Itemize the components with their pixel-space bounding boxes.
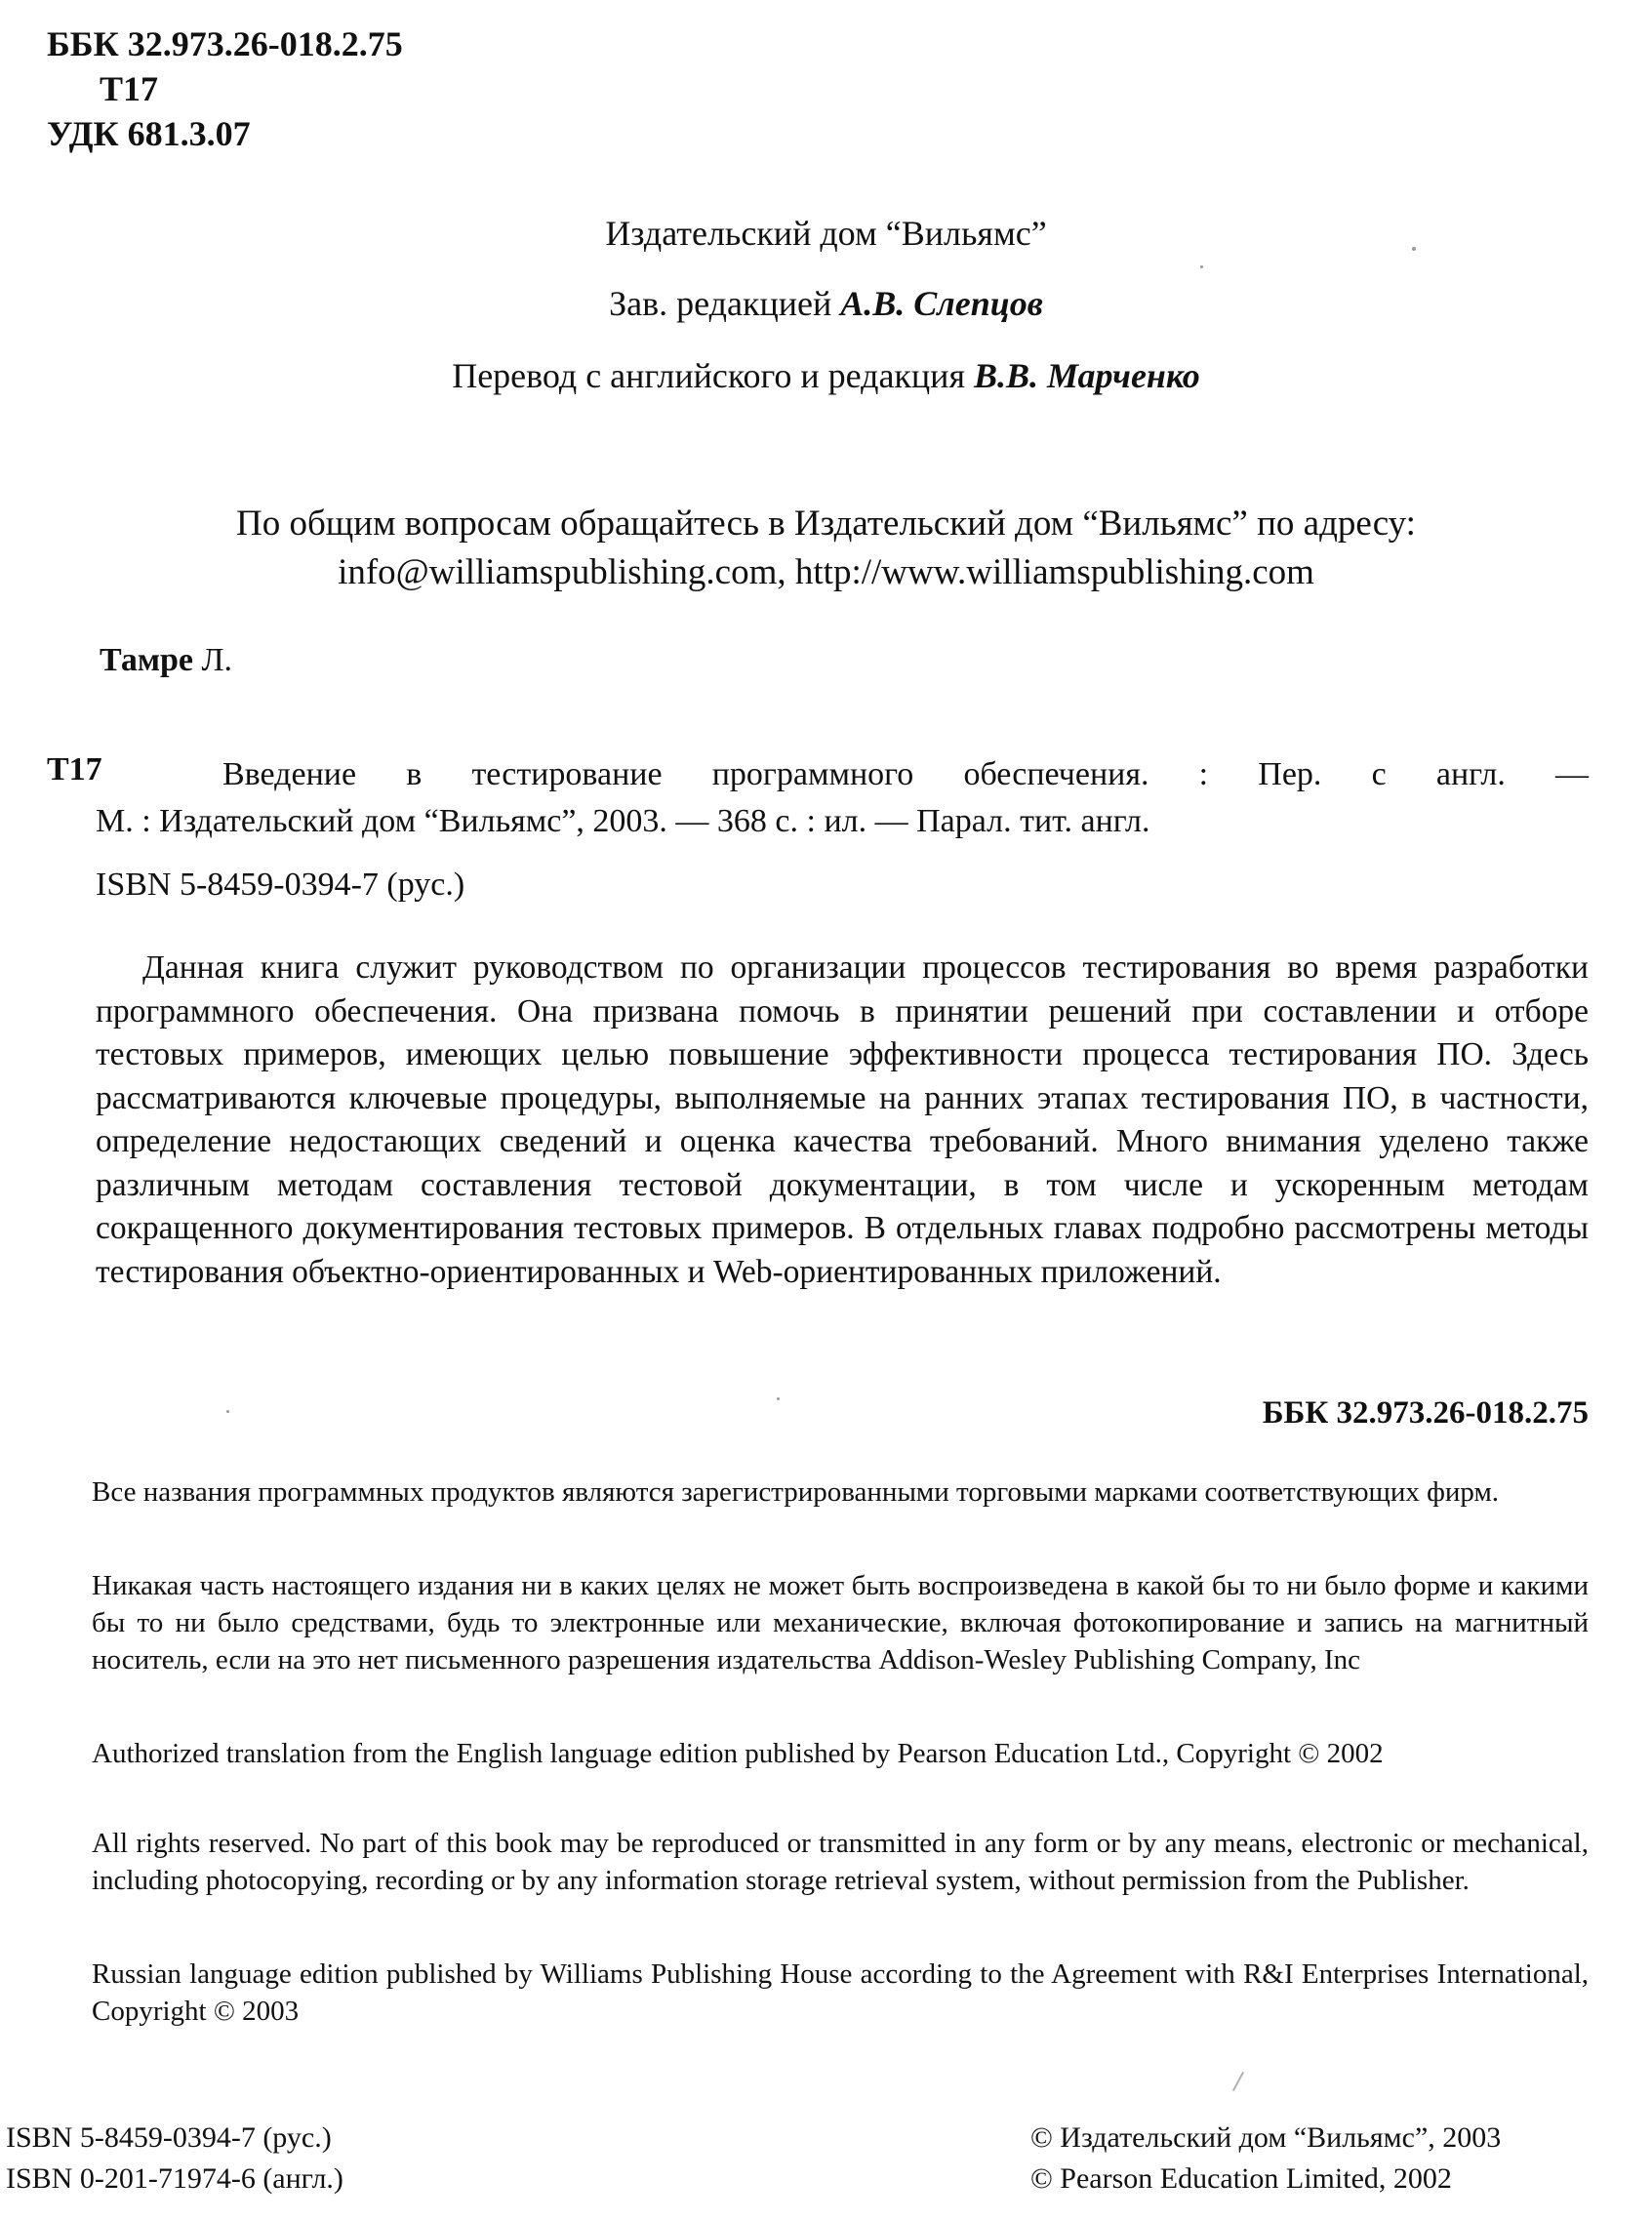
author-code: Т17 (100, 69, 159, 108)
scan-speck (1412, 247, 1416, 251)
contact-info (0, 500, 1652, 597)
scan-mark (1232, 2072, 1244, 2091)
contact-line-2: info@williamspublishing.com, http://www.williamspublishing.com (338, 552, 1314, 592)
scan-speck (777, 1397, 780, 1400)
udk-code: УДК 681.3.07 (47, 114, 251, 153)
isbn-footer (6, 2118, 343, 2200)
bib-entry (96, 751, 1589, 845)
rights-reserved-notice: All rights reserved. No part of this book may be reproduced or transmitted in any form or by any means, electronic or mechanical, including photocopying, recording or by any information storage retrieval system, without permission from the Publisher. (92, 1828, 1589, 1896)
editor-prefix: Зав. редакцией (609, 284, 832, 323)
contact-line-1: По общим вопросам обращайтесь в Издательский дом “Вильямс” по адресу: (236, 504, 1416, 544)
translator-name: В.В. Марченко (974, 356, 1200, 395)
publisher-name (0, 213, 1652, 254)
translator-prefix: Перевод с английского и редакция (452, 356, 965, 395)
editor-credit (0, 283, 1652, 324)
author-name (100, 642, 232, 679)
editor-name: А.В. Слепцов (840, 284, 1043, 323)
copyright-footer (1030, 2118, 1501, 2200)
translator-credit (0, 355, 1652, 396)
bib-publisher-line: М. : Издательский дом “Вильямс”, 2003. — 368 с. : ил. — Парал. тит. англ. (96, 803, 1150, 839)
reproduction-notice-ru: Никакая часть настоящего издания ни в каких целях не может быть воспроизведена в какой бы то ни было форме и какими бы то ни было средствами, будь то электронные или механические, включая фотокопирование и запись на магнитный носитель, если на это нет письменного разрешения издательства Addison-Wesley Publishing Company, Inc (92, 1570, 1589, 1675)
copyright-en: © Pearson Education Limited, 2002 (1030, 2162, 1452, 2195)
book-annotation: Данная книга служит руководством по организации процессов тестирования во время разработки программного обеспечения. Она призвана помочь в принятии решений при составлении и отборе тестовых примеров, имеющих целью повышение эффективности процесса тестирования ПО. Здесь рассматриваются ключевые процедуры, выполняемые на ранних этапах тестирования ПО, в частности, определение недостающих сведений и оценка качества требований. Много внимания уделено также различным методам составления тестовой документации, в том числе и ускоренным методам сокращенного документирования тестовых примеров. В отдельных главах подробно рассмотрены методы тестирования объектно-ориентированных и Web-ориентированных приложений. (96, 949, 1589, 1290)
authorized-translation-notice: Authorized translation from the English language edition published by Pearson Education Ltd., Copyright © 2002 (92, 1738, 1384, 1769)
classification-block (47, 21, 403, 156)
bbk-code: ББК 32.973.26-018.2.75 (47, 24, 403, 63)
bib-isbn: ISBN 5-8459-0394-7 (рус.) (96, 867, 465, 903)
author-initial: Л. (201, 642, 233, 678)
scan-speck (1200, 265, 1203, 268)
isbn-ru-footer: ISBN 5-8459-0394-7 (рус.) (6, 2121, 332, 2154)
trademark-notice: Все названия программных продуктов являются зарегистрированными торговыми марками соответствующих фирм. (92, 1476, 1500, 1508)
russian-edition-notice: Russian language edition published by Williams Publishing House according to the Agreement with R&I Enterprises International, Copyright © 2003 (92, 1958, 1589, 2027)
bib-title-line: Введение в тестирование программного обеспечения. : Пер. с англ. — (222, 756, 1589, 792)
bib-code: Т17 (47, 751, 102, 787)
author-surname: Тамре (100, 642, 193, 678)
scan-speck (226, 1410, 229, 1413)
copyright-ru: © Издательский дом “Вильямс”, 2003 (1030, 2121, 1502, 2154)
bbk-footer-code: ББК 32.973.26-018.2.75 (1262, 1395, 1589, 1431)
publisher-label: Издательский дом “Вильямс” (605, 214, 1047, 253)
isbn-en-footer: ISBN 0-201-71974-6 (англ.) (6, 2162, 343, 2195)
